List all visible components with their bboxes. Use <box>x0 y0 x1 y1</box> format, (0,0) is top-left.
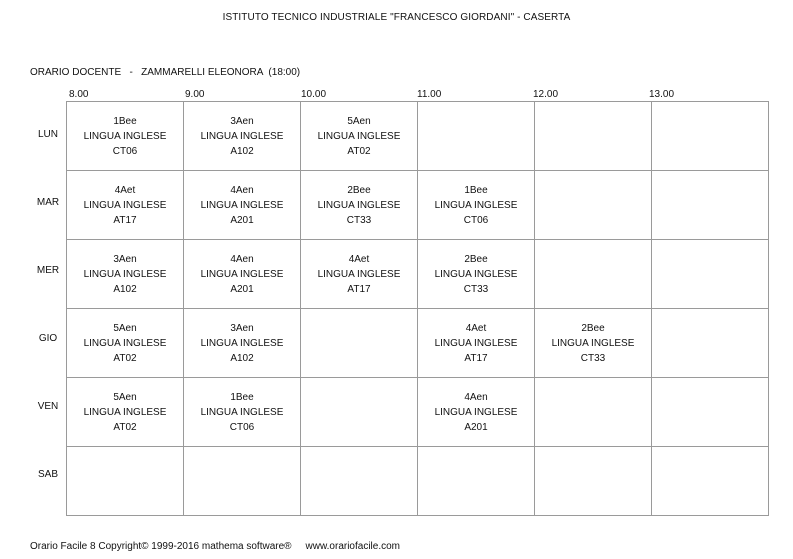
empty-cell <box>652 171 769 240</box>
lesson-room: A102 <box>230 352 254 364</box>
lesson-class: 3Aen <box>113 253 137 265</box>
lesson-room: AT02 <box>113 421 137 433</box>
lesson-subject: LINGUA INGLESE <box>317 199 401 211</box>
lesson-class: 3Aen <box>230 322 254 334</box>
day-label: GIO <box>38 333 58 344</box>
empty-cell <box>535 378 652 447</box>
lesson-room: CT06 <box>112 145 138 157</box>
lesson-cell <box>301 102 418 171</box>
footer <box>30 541 400 552</box>
timetable-label: ORARIO DOCENTE <box>30 67 122 78</box>
empty-cell <box>535 447 652 516</box>
lesson-class: 5Aen <box>347 115 371 127</box>
day-label: LUN <box>37 129 58 140</box>
teacher-name: ZAMMARELLI ELEONORA <box>141 67 263 78</box>
lesson-room: AT02 <box>113 352 137 364</box>
lesson-class: 2Bee <box>581 322 605 334</box>
lesson-class: 5Aen <box>113 391 137 403</box>
school-title: ISTITUTO TECNICO INDUSTRIALE "FRANCESCO GIORDANI" - CASERTA <box>222 12 571 23</box>
lesson-class: 4Aet <box>114 184 136 196</box>
empty-cell <box>184 447 301 516</box>
lesson-subject: LINGUA INGLESE <box>200 130 284 142</box>
lesson-cell <box>418 378 535 447</box>
day-label: MAR <box>36 197 60 208</box>
lesson-class: 2Bee <box>347 184 371 196</box>
lesson-cell <box>184 309 301 378</box>
lesson-subject: LINGUA INGLESE <box>317 130 401 142</box>
lesson-cell <box>418 309 535 378</box>
day-label: VEN <box>37 401 59 412</box>
lesson-room: A201 <box>230 214 254 226</box>
empty-cell <box>418 102 535 171</box>
lesson-subject: LINGUA INGLESE <box>434 337 518 349</box>
lesson-cell <box>301 171 418 240</box>
lesson-cell <box>67 102 184 171</box>
lesson-room: A102 <box>230 145 254 157</box>
lesson-cell <box>184 378 301 447</box>
empty-cell <box>535 171 652 240</box>
lesson-subject: LINGUA INGLESE <box>200 268 284 280</box>
lesson-cell <box>67 309 184 378</box>
lesson-room: AT17 <box>113 214 137 226</box>
timetable-row <box>67 240 769 309</box>
lesson-class: 4Aet <box>465 322 487 334</box>
lesson-room: CT33 <box>463 283 489 295</box>
empty-cell <box>418 447 535 516</box>
lesson-cell <box>301 240 418 309</box>
lesson-room: A201 <box>230 283 254 295</box>
lesson-room: CT06 <box>463 214 489 226</box>
lesson-cell <box>535 309 652 378</box>
lesson-cell <box>67 378 184 447</box>
hour-label: 10.00 <box>301 89 327 100</box>
lesson-subject: LINGUA INGLESE <box>83 406 167 418</box>
timetable-grid <box>66 101 769 516</box>
lesson-subject: LINGUA INGLESE <box>434 406 518 418</box>
lesson-cell <box>418 240 535 309</box>
lesson-class: 3Aen <box>230 115 254 127</box>
total-hours: (18:00) <box>268 67 301 78</box>
lesson-subject: LINGUA INGLESE <box>83 268 167 280</box>
empty-cell <box>535 240 652 309</box>
day-label: MER <box>36 265 60 276</box>
lesson-room: A102 <box>113 283 137 295</box>
hour-header <box>66 89 762 101</box>
empty-cell <box>652 447 769 516</box>
copyright-text: Orario Facile 8 Copyright© 1999-2016 mathema software® <box>30 541 292 552</box>
lesson-cell <box>67 240 184 309</box>
empty-cell <box>301 447 418 516</box>
lesson-subject: LINGUA INGLESE <box>200 199 284 211</box>
lesson-class: 1Bee <box>464 184 488 196</box>
timetable-row <box>67 447 769 516</box>
lesson-subject: LINGUA INGLESE <box>200 406 284 418</box>
empty-cell <box>301 378 418 447</box>
timetable-row <box>67 171 769 240</box>
website-text: www.orariofacile.com <box>305 541 401 552</box>
timetable-row <box>67 378 769 447</box>
empty-cell <box>652 309 769 378</box>
day-label: SAB <box>37 469 58 480</box>
lesson-cell <box>184 102 301 171</box>
lesson-room: CT33 <box>580 352 606 364</box>
lesson-room: AT02 <box>347 145 371 157</box>
hour-label: 13.00 <box>649 89 675 100</box>
lesson-class: 2Bee <box>464 253 488 265</box>
lesson-room: A201 <box>464 421 488 433</box>
lesson-room: AT17 <box>347 283 371 295</box>
lesson-cell <box>184 240 301 309</box>
lesson-subject: LINGUA INGLESE <box>551 337 635 349</box>
teacher-line <box>30 67 300 78</box>
lesson-subject: LINGUA INGLESE <box>434 199 518 211</box>
lesson-subject: LINGUA INGLESE <box>83 130 167 142</box>
lesson-class: 4Aen <box>230 184 254 196</box>
empty-cell <box>652 378 769 447</box>
lesson-class: 1Bee <box>113 115 137 127</box>
empty-cell <box>652 240 769 309</box>
empty-cell <box>67 447 184 516</box>
empty-cell <box>301 309 418 378</box>
lesson-class: 4Aet <box>348 253 370 265</box>
timetable-row <box>67 102 769 171</box>
hour-label: 9.00 <box>185 89 205 100</box>
lesson-subject: LINGUA INGLESE <box>434 268 518 280</box>
lesson-subject: LINGUA INGLESE <box>200 337 284 349</box>
lesson-cell <box>184 171 301 240</box>
lesson-class: 1Bee <box>230 391 254 403</box>
lesson-subject: LINGUA INGLESE <box>83 337 167 349</box>
lesson-subject: LINGUA INGLESE <box>83 199 167 211</box>
lesson-class: 4Aen <box>464 391 488 403</box>
lesson-cell <box>418 171 535 240</box>
empty-cell <box>535 102 652 171</box>
timetable-row <box>67 309 769 378</box>
lesson-cell <box>67 171 184 240</box>
hour-label: 8.00 <box>69 89 89 100</box>
lesson-class: 5Aen <box>113 322 137 334</box>
lesson-room: CT33 <box>346 214 372 226</box>
lesson-subject: LINGUA INGLESE <box>317 268 401 280</box>
lesson-class: 4Aen <box>230 253 254 265</box>
hour-label: 12.00 <box>533 89 559 100</box>
hour-label: 11.00 <box>417 89 442 100</box>
empty-cell <box>652 102 769 171</box>
separator: - <box>129 67 133 78</box>
lesson-room: AT17 <box>464 352 488 364</box>
lesson-room: CT06 <box>229 421 255 433</box>
